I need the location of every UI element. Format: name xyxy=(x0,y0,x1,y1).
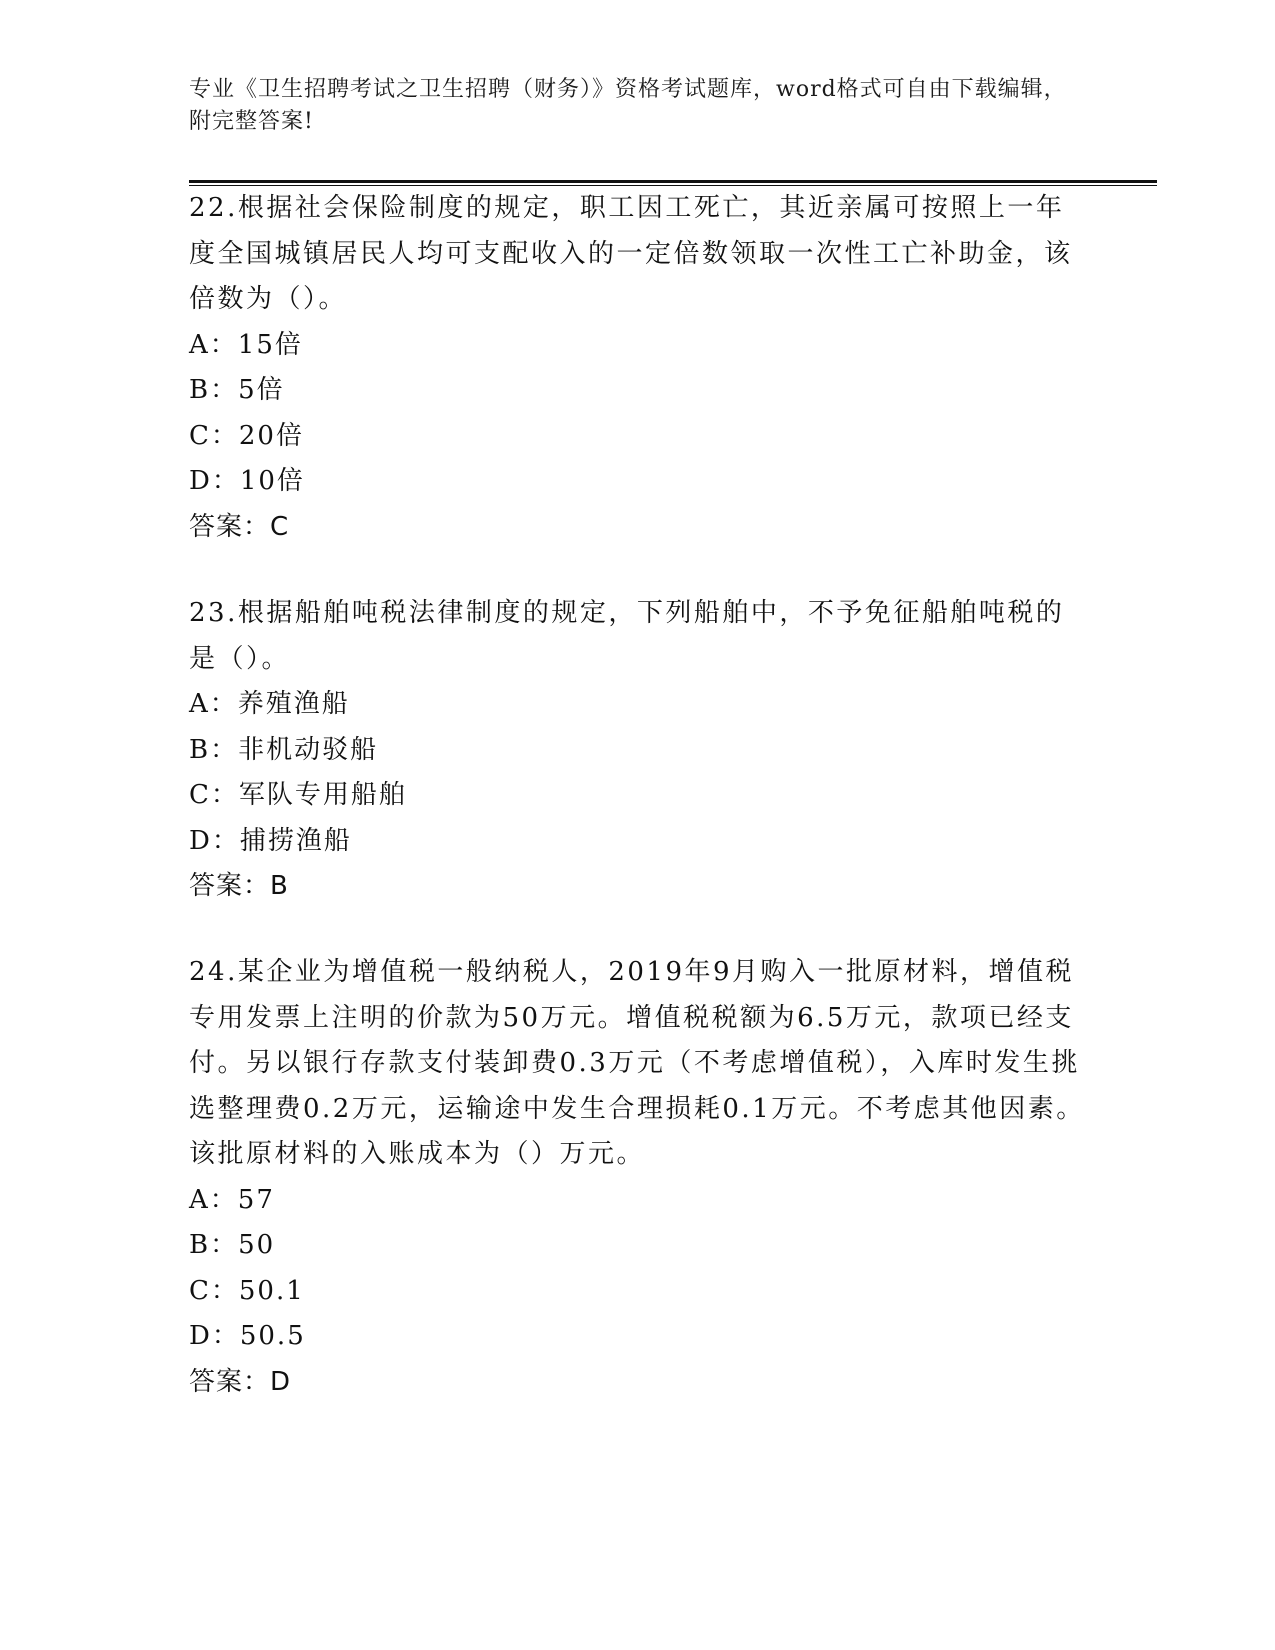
question-stem: 23.根据船舶吨税法律制度的规定，下列船舶中，不予免征船舶吨税的是（）。 xyxy=(189,598,1065,674)
option-a: A：57 xyxy=(189,1184,275,1215)
option-b: B：5倍 xyxy=(189,375,285,405)
option-d: D：10倍 xyxy=(189,466,305,496)
option-c: C：50.1 xyxy=(189,1275,305,1306)
option-a: A：15倍 xyxy=(189,329,303,360)
question-stem: 22.根据社会保险制度的规定，职工因工死亡，其近亲属可按照上一年度全国城镇居民人均可支配收入的一定倍数领取一次性工亡补助金，该倍数为（）。 xyxy=(189,193,1073,314)
header-divider-thick xyxy=(189,180,1157,183)
answer-line: 答案：D xyxy=(189,1366,292,1397)
option-d: D：捕捞渔船 xyxy=(189,825,352,856)
option-b: B：50 xyxy=(189,1230,276,1260)
question-stem: 24.某企业为增值税一般纳税人，2019年9月购入一批原材料，增值税专用发票上注明的价款为50万元。增值税税额为6.5万元，款项已经支付。另以银行存款支付装卸费0.3万元（不考虑增值税），入库时发生挑选整理费0.2万元，运输途中发生合理损耗0.1万元。不考虑其他因素。该批原材料的入账成本为（）万元。 xyxy=(189,957,1085,1169)
option-a: A：养殖渔船 xyxy=(189,689,350,719)
answer-line: 答案：C xyxy=(189,511,290,542)
option-c: C：20倍 xyxy=(189,420,304,451)
question-23 xyxy=(189,591,1089,910)
document-header: 专业《卫生招聘考试之卫生招聘（财务）》资格考试题库，word格式可自由下载编辑，附完整答案! xyxy=(189,77,1067,134)
question-22 xyxy=(189,186,1089,550)
option-d: D：50.5 xyxy=(189,1321,306,1351)
option-c: C：军队专用船舶 xyxy=(189,780,407,810)
question-24 xyxy=(189,950,1089,1405)
option-b: B：非机动驳船 xyxy=(189,734,379,765)
answer-line: 答案：B xyxy=(189,871,289,901)
